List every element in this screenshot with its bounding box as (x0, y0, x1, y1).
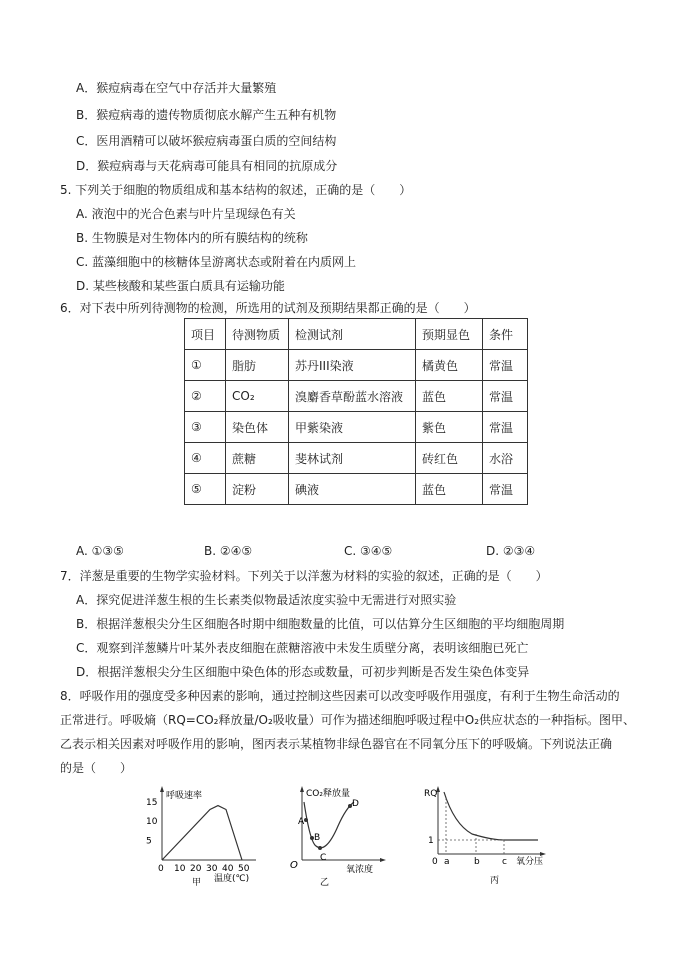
x-tick-b: b (474, 857, 480, 867)
y-tick-label: 15 (146, 797, 158, 808)
q6-choice-d: D. ②③④ (486, 544, 536, 558)
x-tick-labels (158, 864, 250, 874)
x-label: 温度(℃) (214, 874, 250, 884)
table-cell: 蓝色 (416, 474, 483, 505)
series-line (304, 802, 354, 848)
q6-stem: 6．对下表中所列待测物的检测，所选用的试剂及预期结果都正确的是（ ） (60, 301, 476, 315)
table-cell: 淀粉 (226, 474, 289, 505)
x-tick-label: 30 (206, 864, 218, 874)
q6-table (184, 318, 528, 505)
y-label: CO₂释放量 (306, 789, 350, 799)
y-label: 呼吸速率 (166, 791, 203, 801)
y-tick-label: 10 (146, 817, 158, 828)
q6-choice-b: B. ②④⑤ (204, 544, 253, 558)
table-cell: 溴麝香草酚蓝水溶液 (289, 381, 416, 412)
x-tick-label: 10 (174, 864, 186, 874)
point-label-a: A (298, 817, 305, 827)
point-label-c: C (320, 853, 327, 863)
table-cell: 橘黄色 (416, 350, 483, 381)
y-arrow (300, 786, 304, 792)
q4-option-b: B．猴痘病毒的遗传物质彻底水解产生五种有机物 (76, 108, 337, 122)
table-row (185, 350, 528, 381)
table-cell: ② (185, 381, 226, 412)
table-cell: CO₂ (226, 381, 289, 412)
table-cell: 常温 (483, 381, 528, 412)
x-tick-label: 20 (190, 864, 202, 874)
q8-stem-line-1: 8．呼吸作用的强度受多种因素的影响，通过控制这些因素可以改变呼吸作用强度，有利于生物生命活动的 (60, 689, 620, 703)
q8-stem-line-3: 乙表示相关因素对呼吸作用的影响，图丙表示某植物非绿色器官在不同氧分压下的呼吸熵。下列说法正确 (60, 737, 613, 751)
table-cell: 常温 (483, 474, 528, 505)
x-tick-label: 40 (222, 864, 234, 874)
x-label: 氧浓度 (346, 865, 374, 875)
header-cell: 条件 (483, 319, 528, 350)
table-cell: 蓝色 (416, 381, 483, 412)
q5-option-c: C. 蓝藻细胞中的核糖体呈游离状态或附着在内质网上 (76, 255, 357, 269)
table-cell: 水浴 (483, 443, 528, 474)
table-cell: 染色体 (226, 412, 289, 443)
header-cell: 项目 (185, 319, 226, 350)
chart-yi (284, 784, 388, 888)
x-arrow (380, 858, 386, 862)
q5-option-b: B. 生物膜是对生物体内的所有膜结构的统称 (76, 231, 308, 245)
q4-option-a: A．猴痘病毒在空气中存活并大量繁殖 (76, 81, 277, 95)
chart-bing (420, 784, 554, 888)
q5-option-d: D. 某些核酸和某些蛋白质具有运输功能 (76, 279, 285, 293)
table-cell: 常温 (483, 412, 528, 443)
q4-option-d: D．猴痘病毒与天花病毒可能具有相同的抗原成分 (76, 159, 338, 173)
q7-option-a: A．探究促进洋葱生根的生长素类似物最适浓度实验中无需进行对照实验 (76, 593, 457, 607)
table-row (185, 474, 528, 505)
caption: 甲 (192, 878, 202, 888)
y-arrow (160, 786, 164, 792)
x-tick-a: a (444, 857, 450, 867)
table-cell: ④ (185, 443, 226, 474)
q8-stem-line-4: 的是（ ） (60, 761, 133, 775)
y-label: RQ (424, 789, 438, 799)
point-c (318, 846, 322, 850)
table-cell: 脂肪 (226, 350, 289, 381)
y-tick-label: 5 (146, 836, 152, 847)
table-row (185, 381, 528, 412)
table-cell: 碘液 (289, 474, 416, 505)
table-cell: 蔗糖 (226, 443, 289, 474)
table-cell: ① (185, 350, 226, 381)
header-cell: 预期显色 (416, 319, 483, 350)
header-cell: 待测物质 (226, 319, 289, 350)
point-label-d: D (352, 799, 359, 809)
header-cell: 检测试剂 (289, 319, 416, 350)
x-tick-label: 50 (238, 864, 250, 874)
q5-stem: 5. 下列关于细胞的物质组成和基本结构的叙述，正确的是（ ） (60, 183, 412, 197)
q7-option-c: C．观察到洋葱鳞片叶某外表皮细胞在蔗糖溶液中未发生质壁分离，表明该细胞已死亡 (76, 641, 529, 655)
q7-stem: 7．洋葱是重要的生物学实验材料。下列关于以洋葱为材料的实验的叙述，正确的是（ ） (60, 569, 548, 583)
q5-option-a: A. 液泡中的光合色素与叶片呈现绿色有关 (76, 207, 296, 221)
table-cell: 砖红色 (416, 443, 483, 474)
point-a (304, 818, 308, 822)
q7-option-b: B．根据洋葱根尖分生区细胞各时期中细胞数量的比值，可以估算分生区细胞的平均细胞周期 (76, 617, 565, 631)
table-cell: ⑤ (185, 474, 226, 505)
table-row (185, 443, 528, 474)
series-line (444, 792, 538, 840)
y-tick-1: 1 (428, 836, 434, 846)
table-cell: 苏丹III染液 (289, 350, 416, 381)
origin-label: O (290, 860, 298, 871)
q6-choice-c: C. ③④⑤ (344, 544, 393, 558)
q6-choice-a: A. ①③⑤ (76, 544, 124, 558)
table-header-row (185, 319, 528, 350)
x-arrow (540, 852, 546, 856)
table-row (185, 412, 528, 443)
table-cell: 常温 (483, 350, 528, 381)
x-tick-c: c (502, 857, 507, 867)
q8-stem-line-2: 正常进行。呼吸熵（RQ=CO₂释放量/O₂吸收量）可作为描述细胞呼吸过程中O₂供应状态的一种指标。图甲、 (60, 713, 636, 727)
table-cell: 斐林试剂 (289, 443, 416, 474)
y-tick-labels (146, 798, 158, 847)
point-label-b: B (314, 833, 321, 843)
caption: 乙 (320, 878, 330, 888)
x-tick-0: 0 (432, 857, 438, 867)
table-cell: ③ (185, 412, 226, 443)
chart-jia (134, 784, 264, 888)
x-tick-label: 0 (158, 864, 164, 874)
q4-option-c: C．医用酒精可以破坏猴痘病毒蛋白质的空间结构 (76, 134, 337, 148)
x-label: 氧分压 (516, 857, 544, 867)
caption: 丙 (490, 876, 500, 886)
table-cell: 紫色 (416, 412, 483, 443)
q7-option-d: D．根据洋葱根尖分生区细胞中染色体的形态或数量，可初步判断是否发生染色体变异 (76, 665, 530, 679)
series-line (162, 806, 242, 860)
table-cell: 甲紫染液 (289, 412, 416, 443)
